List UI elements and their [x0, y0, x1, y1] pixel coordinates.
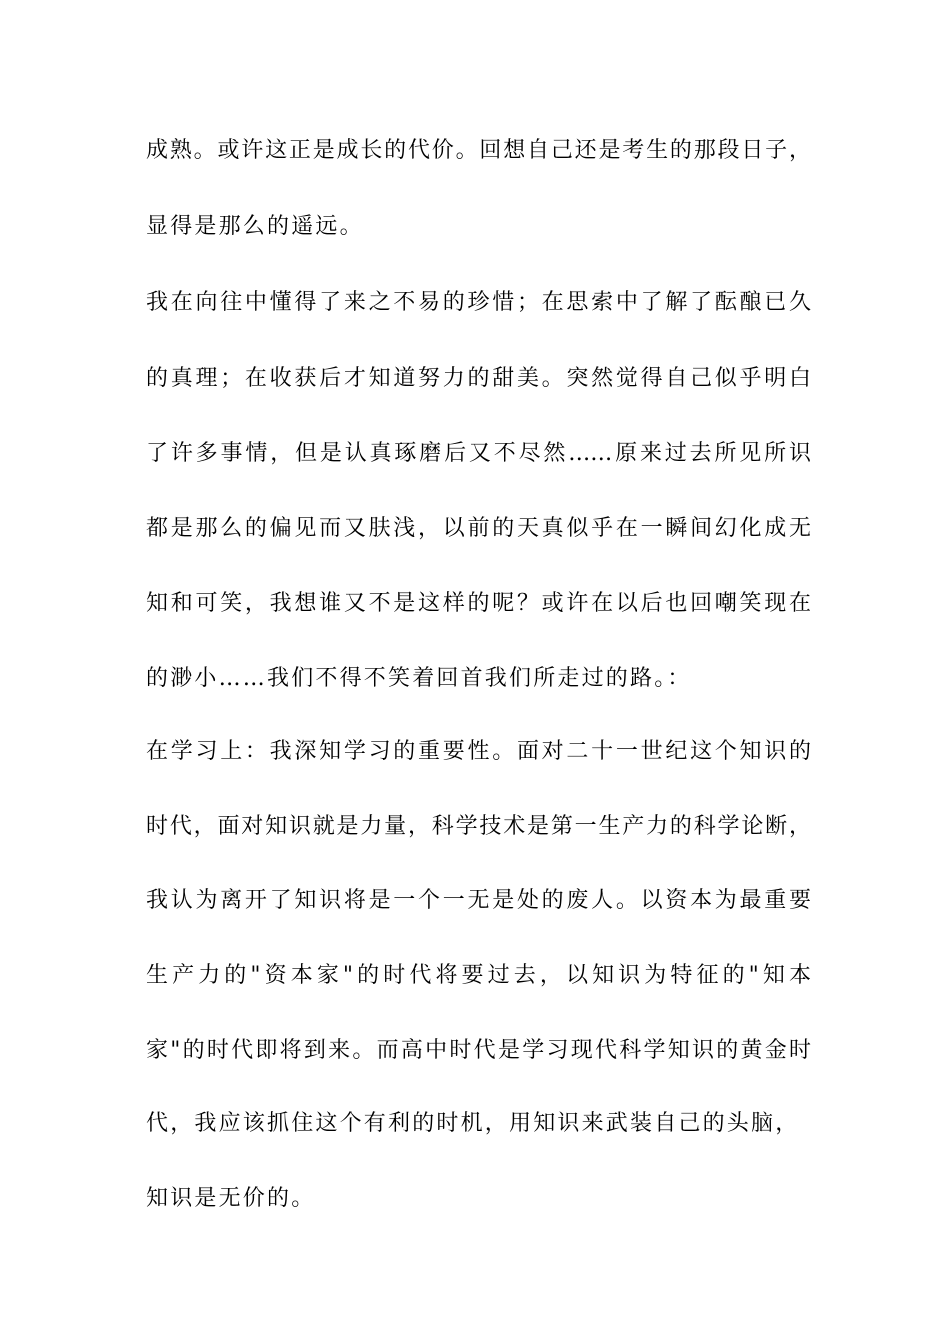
text-line: 的真理；在收获后才知道努力的甜美。突然觉得自己似乎明白 — [146, 366, 811, 391]
text-line: 代，我应该抓住这个有利的时机，用知识来武装自己的头脑， — [146, 1111, 800, 1136]
text-line: 知识是无价的。 — [146, 1186, 316, 1211]
text-line: 生产力的"资本家"的时代将要过去，以知识为特征的"知本 — [146, 963, 811, 988]
text-line: 成熟。或许这正是成长的代价。回想自己还是考生的那段日子， — [146, 138, 811, 163]
text-line: 知和可笑，我想谁又不是这样的呢？或许在以后也回嘲笑现在 — [146, 591, 811, 616]
text-line: 在学习上：我深知学习的重要性。面对二十一世纪这个知识的 — [146, 739, 811, 764]
text-line: 了许多事情，但是认真琢磨后又不尽然……原来过去所见所识 — [146, 441, 811, 466]
text-line: 都是那么的偏见而又肤浅，以前的天真似乎在一瞬间幻化成无 — [146, 516, 811, 541]
text-line: 家"的时代即将到来。而高中时代是学习现代科学知识的黄金时 — [146, 1038, 811, 1063]
text-line: 的渺小……我们不得不笑着回首我们所走过的路。： — [146, 666, 692, 691]
text-line: 我认为离开了知识将是一个一无是处的废人。以资本为最重要 — [146, 888, 811, 913]
text-line: 我在向往中懂得了来之不易的珍惜；在思索中了解了酝酿已久 — [146, 290, 811, 315]
text-line: 时代，面对知识就是力量，科学技术是第一生产力的科学论断， — [146, 814, 811, 839]
text-line: 显得是那么的遥远。 — [146, 214, 364, 239]
